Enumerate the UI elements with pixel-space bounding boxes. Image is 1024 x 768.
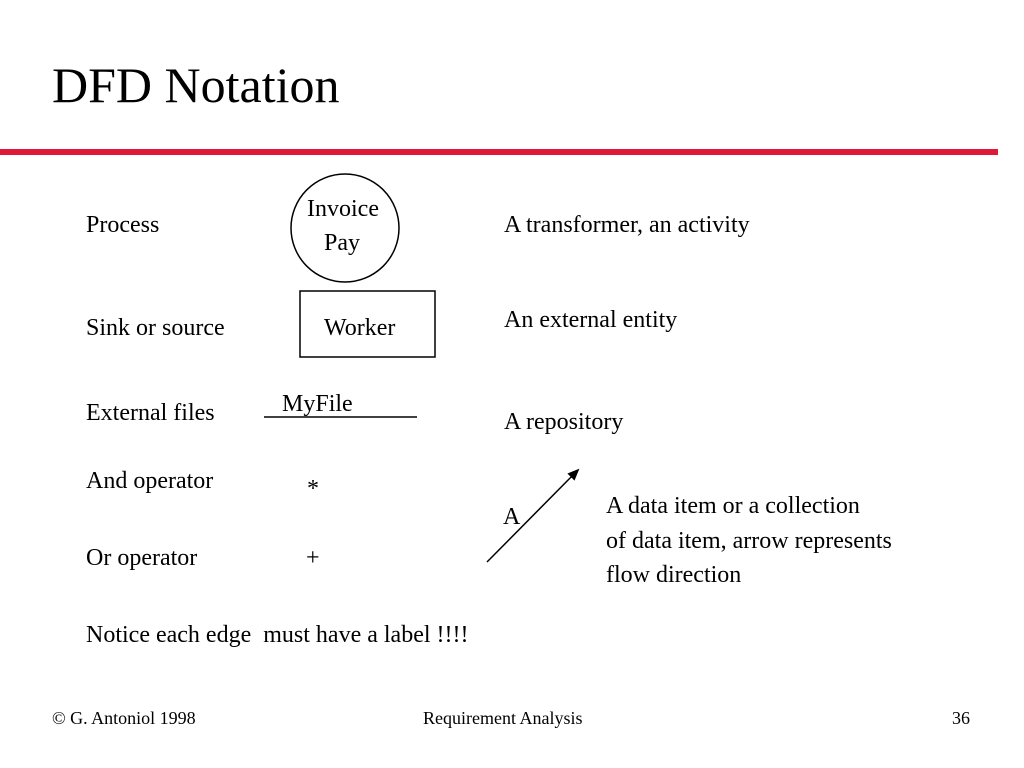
footer-title: Requirement Analysis <box>423 708 583 728</box>
dataflow-description-line2: of data item, arrow represents <box>606 528 892 554</box>
and-operator-label: And operator <box>86 468 214 494</box>
or-operator-symbol: + <box>306 545 320 571</box>
dataflow-arrow <box>487 470 578 562</box>
or-operator-label: Or operator <box>86 545 198 571</box>
process-label: Process <box>86 212 160 238</box>
files-label: External files <box>86 400 215 426</box>
process-text-line1: Invoice <box>307 196 379 222</box>
slide-number: 36 <box>952 708 970 728</box>
files-shape-text: MyFile <box>282 391 353 417</box>
footer-copyright: © G. Antoniol 1998 <box>52 708 196 728</box>
dataflow-description-line1: A data item or a collection <box>606 493 860 519</box>
process-description: A transformer, an activity <box>504 212 750 238</box>
sink-label: Sink or source <box>86 315 225 341</box>
slide-title: DFD Notation <box>52 57 340 113</box>
dataflow-arrow-label: A <box>503 504 521 530</box>
files-description: A repository <box>504 409 624 435</box>
sink-description: An external entity <box>504 307 678 333</box>
and-operator-symbol: * <box>307 476 319 502</box>
notice-text: Notice each edge must have a label !!!! <box>86 622 469 648</box>
dataflow-description-line3: flow direction <box>606 562 742 588</box>
process-text-line2: Pay <box>324 230 360 256</box>
sink-shape-text: Worker <box>324 315 396 341</box>
process-circle <box>291 174 399 282</box>
